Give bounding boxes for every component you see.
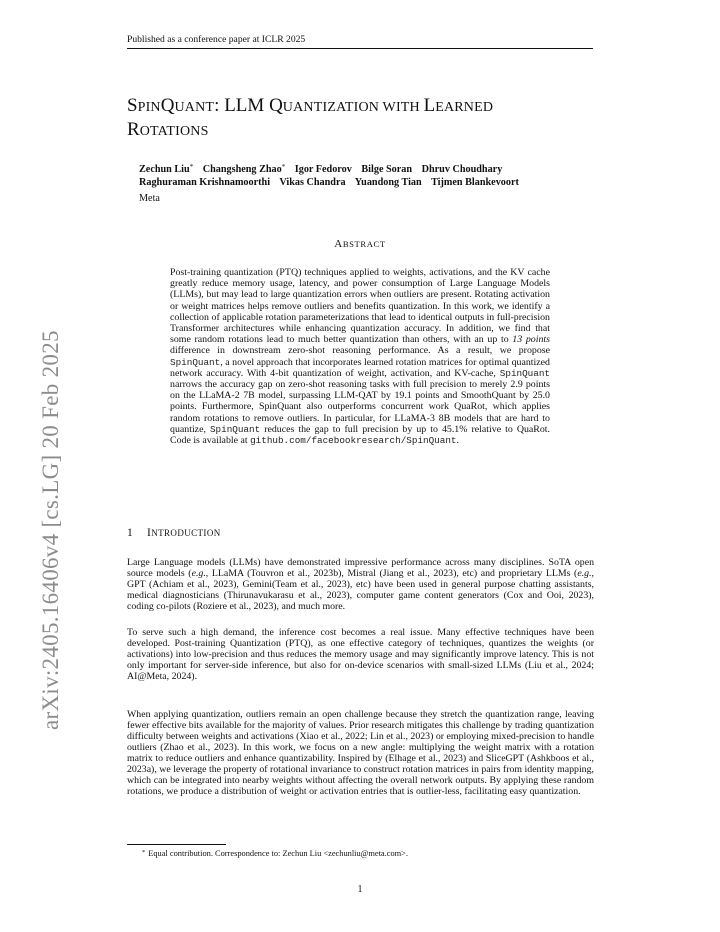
code-spinquant: SpinQuant bbox=[209, 423, 261, 435]
intro-paragraph: Large Language models (LLMs) have demonstrated impressive performance across many disciplines. SoTA open source models (e.g., LLaMA (Touvron et al., 2023b), Mistral (Jiang et al., 2023), etc) and proprietary LLMs (e.g., GPT (Achiam et al., 2023), Gemini(Team et al., 2023), etc) have been used in general purpose chatting assistants, medical diagnosticians (Thirunavukarasu et al., 2023), computer game content generators (Cox and Ooi, 2023), coding co-pilots (Roziere et al., 2023), and much more. bbox=[127, 557, 595, 613]
paper-title: SPINQUANT: LLM QUANTIZATION WITH LEARNED ROTATIONS bbox=[127, 95, 494, 140]
equal-contribution-mark: * bbox=[281, 163, 286, 171]
author: Changsheng Zhao bbox=[202, 164, 282, 175]
affiliation: Meta bbox=[139, 193, 160, 204]
footnote-rule bbox=[127, 844, 226, 845]
equal-contribution-mark: * bbox=[189, 163, 194, 171]
running-header: Published as a conference paper at ICLR 2025 bbox=[127, 34, 593, 49]
abstract-heading: ABSTRACT bbox=[334, 238, 386, 250]
author: Vikas Chandra bbox=[279, 177, 346, 188]
author: Igor Fedorov bbox=[294, 164, 352, 175]
author-line-1 bbox=[139, 161, 589, 176]
code-spinquant: SpinQuant bbox=[499, 367, 550, 379]
author: Tijmen Blankevoort bbox=[431, 177, 519, 188]
code-url[interactable]: github.com/facebookresearch/SpinQuant bbox=[250, 435, 457, 447]
author: Bilge Soran bbox=[361, 164, 413, 175]
author-list bbox=[139, 161, 589, 189]
footnote: * Equal contribution. Correspondence to: Zechun Liu <zechunliu@meta.com>. bbox=[142, 849, 408, 858]
intro-paragraph: To serve such a high demand, the inference cost becomes a real issue. Many effective techniques have been developed. Post-training Quantization (PTQ), as one effective category of techniques, quantizes the weights (or activations) into low-precision and thus reduces the memory usage and may significantly improve latency. This is not only important for server-side inference, but also for on-device scenarios with small-sized LLMs (Liu et al., 2024; AI@Meta, 2024). bbox=[127, 627, 594, 683]
author: Zechun Liu bbox=[139, 164, 190, 175]
arxiv-stamp: arXiv:2405.16406v4 [cs.LG] 20 Feb 2025 bbox=[38, 330, 63, 730]
author: Dhruv Choudhary bbox=[421, 164, 503, 175]
author: Raghuraman Krishnamoorthi bbox=[139, 177, 271, 188]
section-heading-introduction: 1 INTRODUCTION bbox=[127, 527, 221, 539]
abstract-body: Post-training quantization (PTQ) techniques applied to weights, activations, and the KV cache greatly reduce memory usage, latency, and power consumption of Large Language Models (LLMs), but may lead to large quantization errors when outliers are present. Rotating activation or weight matrices helps remove outliers and benefits quantization. In this work, we identify a collection of applicable rotation parameterizations that lead to identical outputs in full-precision Transformer architectures while enhancing quantization accuracy. In addition, we find that some random rotations lead to much better quantization than others, with an up to 13 points difference in downstream zero-shot reasoning performance. As a result, we propose SpinQuant, a novel approach that incorporates learned rotation matrices for optimal quantized network accuracy. With 4-bit quantization of weight, activation, and KV-cache, SpinQuant narrows the accuracy gap on zero-shot reasoning tasks with full precision to merely 2.9 points on the LLaMA-2 7B model, surpassing LLM-QAT by 19.1 points and SmoothQuant by 25.0 points. Furthermore, SpinQuant also outperforms concurrent work QuaRot, which applies random rotations to remove outliers. In particular, for LLaMA-3 8B models that are hard to quantize, SpinQuant reduces the gap to full precision by up to 45.1% relative to QuaRot. Code is available at github.com/facebookresearch/SpinQuant. bbox=[170, 267, 551, 447]
intro-paragraph: When applying quantization, outliers remain an open challenge because they stretch the quantization range, leaving fewer effective bits available for the majority of values. Prior research mitigates this challenge by trading quantization difficulty between weights and activations (Xiao et al., 2022; Lin et al., 2023) or employing mixed-precision to handle outliers (Zhao et al., 2023). In this work, we focus on a new angle: multiplying the weight matrix with a rotation matrix to reduce outliers and enhance quantizability. Inspired by (Elhage et al., 2023) and SliceGPT (Ashkboos et al., 2023a), we leverage the property of rotational invariance to construct rotation matrices in pairs from identity mapping, which can be integrated into nearby weights without affecting the overall network outputs. By applying these random rotations, we produce a distribution of weight or activation entries that is outlier-less, facilitating easy quantization. bbox=[127, 709, 594, 798]
page-number: 1 bbox=[357, 884, 363, 895]
code-spinquant: SpinQuant bbox=[170, 356, 221, 368]
author-line-2 bbox=[139, 176, 589, 189]
author: Yuandong Tian bbox=[354, 177, 422, 188]
